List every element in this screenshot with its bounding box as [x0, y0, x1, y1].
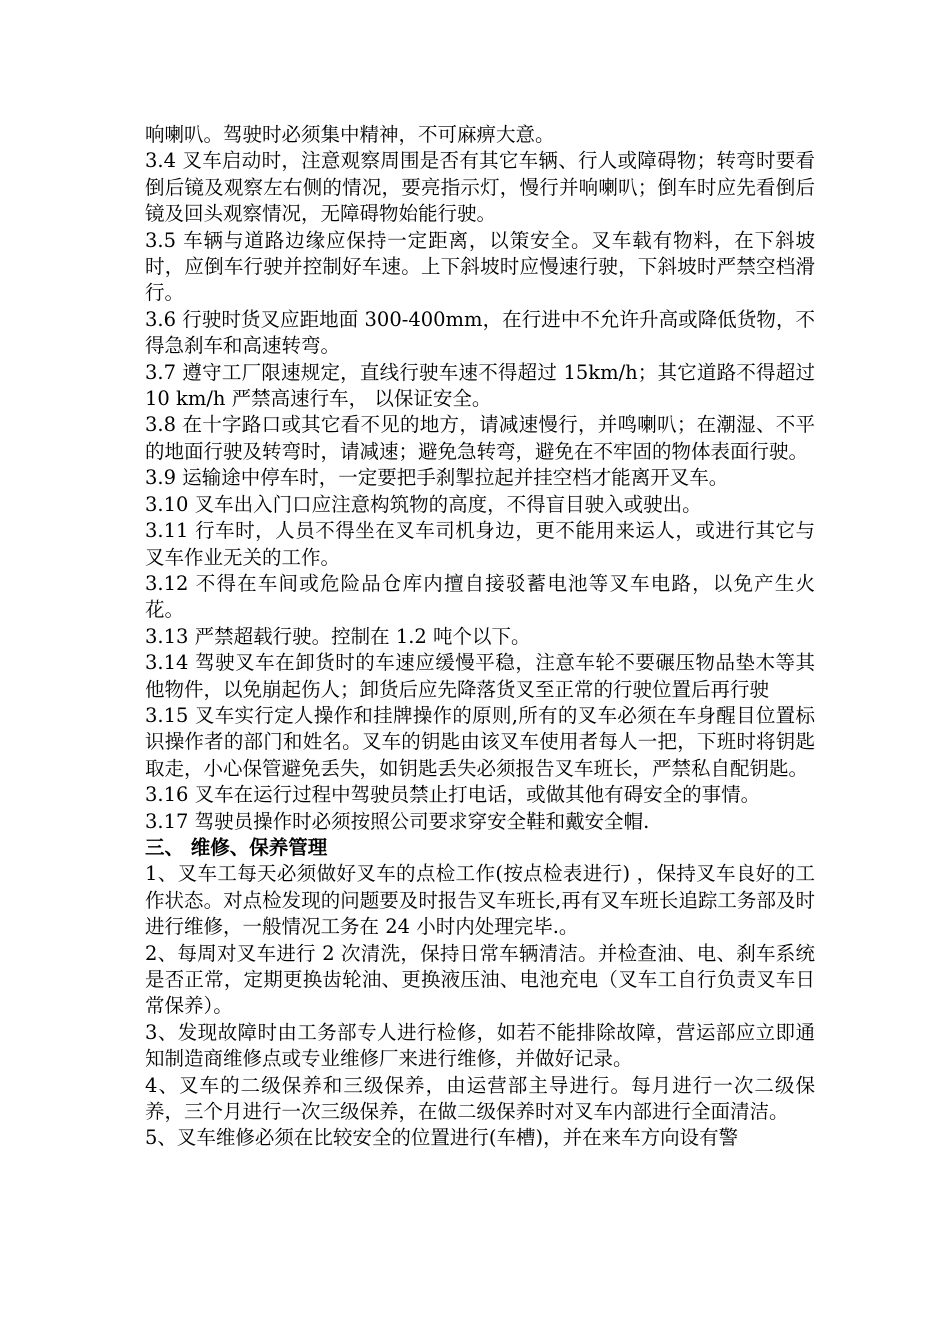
document-page — [145, 122, 815, 1152]
paragraph-3-11: 3.11 行车时，人员不得坐在叉车司机身边，更不能用来运人，或进行其它与叉车作业无关的工作。 — [145, 519, 815, 569]
paragraph-3-8: 3.8 在十字路口或其它看不见的地方，请减速慢行，并鸣喇叭；在潮湿、不平的地面行驶及转弯时，请减速；避免急转弯，避免在不牢固的物体表面行驶。 — [145, 413, 815, 463]
paragraph-3-17: 3.17 驾驶员操作时必须按照公司要求穿安全鞋和戴安全帽. — [145, 809, 650, 833]
paragraph-3-5: 3.5 车辆与道路边缘应保持一定距离，以策安全。叉车载有物料，在下斜坡时，应倒车行驶并控制好车速。上下斜坡时应慢速行驶，下斜坡时严禁空档滑行。 — [145, 228, 815, 305]
paragraph-maintenance-1: 1、叉车工每天必须做好叉车的点检工作(按点检表进行) ，保持叉车良好的工作状态。对点检发现的问题要及时报告叉车班长,再有叉车班长追踪工务部及时进行维修，一般情况工务在 24 小时内处理完毕.。 — [145, 862, 815, 939]
paragraph-3-16: 3.16 叉车在运行过程中驾驶员禁止打电话，或做其他有碍安全的事情。 — [145, 783, 761, 807]
section-heading-maintenance: 三、 维修、保养管理 — [145, 835, 328, 859]
paragraph-3-4: 3.4 叉车启动时，注意观察周围是否有其它车辆、行人或障碍物；转弯时要看倒后镜及观察左右侧的情况，要亮指示灯，慢行并响喇叭；倒车时应先看倒后镜及回头观察情况，无障碍物始能行驶。 — [145, 149, 815, 226]
paragraph-horn-note: 响喇叭。驾驶时必须集中精神，不可麻痹大意。 — [145, 123, 555, 146]
paragraph-maintenance-5: 5、叉车维修必须在比较安全的位置进行(车槽)，并在来车方向设有警 — [145, 1126, 739, 1150]
paragraph-3-9: 3.9 运输途中停车时，一定要把手刹掣拉起并挂空档才能离开叉车。 — [145, 466, 729, 490]
paragraph-3-15: 3.15 叉车实行定人操作和挂牌操作的原则,所有的叉车必须在车身醒目位置标识操作者的部门和姓名。叉车的钥匙由该叉车使用者每人一把，下班时将钥匙取走，小心保管避免丢失，如钥匙丢失必须报告叉车班长，严禁私自配钥匙。 — [145, 703, 815, 780]
paragraph-3-6: 3.6 行驶时货叉应距地面 300-400mm，在行进中不允许升高或降低货物，不得急刹车和高速转弯。 — [145, 307, 815, 358]
paragraph-3-10: 3.10 叉车出入门口应注意构筑物的高度，不得盲目驶入或驶出。 — [145, 492, 702, 516]
paragraph-3-13: 3.13 严禁超载行驶。控制在 1.2 吨个以下。 — [145, 624, 531, 648]
paragraph-3-7: 3.7 遵守工厂限速规定，直线行驶车速不得超过 15km/h；其它道路不得超过 10 km/h 严禁高速行车， 以保证安全。 — [145, 360, 815, 411]
paragraph-maintenance-4: 4、叉车的二级保养和三级保养，由运营部主导进行。每月进行一次二级保养，三个月进行一次三级保养，在做二级保养时对叉车内部进行全面清洁。 — [145, 1073, 815, 1124]
paragraph-maintenance-3: 3、发现故障时由工务部专人进行检修，如若不能排除故障，营运部应立即通知制造商维修点或专业维修厂来进行维修，并做好记录。 — [145, 1020, 815, 1071]
paragraph-3-14: 3.14 驾驶叉车在卸货时的车速应缓慢平稳，注意车轮不要碾压物品垫木等其他物件，以免崩起伤人；卸货后应先降落货叉至正常的行驶位置后再行驶 — [145, 651, 815, 701]
paragraph-maintenance-2: 2、每周对叉车进行 2 次清洗，保持日常车辆清洁。并检查油、电、刹车系统是否正常，定期更换齿轮油、更换液压油、电池充电（叉车工自行负责叉车日常保养）。 — [145, 941, 815, 1018]
paragraph-3-12: 3.12 不得在车间或危险品仓库内擅自接驳蓄电池等叉车电路，以免产生火花。 — [145, 571, 815, 622]
